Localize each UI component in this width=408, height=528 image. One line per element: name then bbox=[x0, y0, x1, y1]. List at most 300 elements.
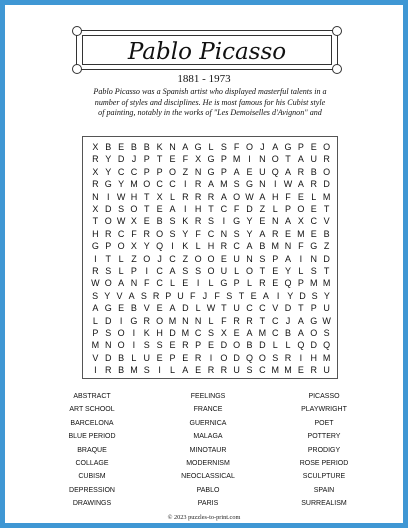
grid-letter: F bbox=[195, 228, 201, 239]
grid-letter: H bbox=[207, 241, 215, 252]
grid-letter: N bbox=[182, 315, 189, 326]
grid-letter: E bbox=[156, 352, 163, 363]
grid-letter: P bbox=[220, 166, 227, 177]
grid-letter: O bbox=[246, 142, 254, 152]
grid-letter: L bbox=[285, 340, 291, 351]
grid-letter: Y bbox=[246, 228, 253, 239]
grid-letter: O bbox=[323, 142, 331, 152]
grid-letter: T bbox=[105, 253, 111, 264]
grid-letter: C bbox=[246, 303, 253, 314]
grid-letter: C bbox=[156, 179, 163, 190]
grid-row bbox=[89, 364, 333, 377]
grid-letter: O bbox=[207, 266, 215, 276]
grid-letter: L bbox=[169, 278, 175, 289]
grid-row bbox=[89, 215, 333, 228]
grid-letter: X bbox=[297, 216, 304, 227]
grid-letter: R bbox=[284, 352, 292, 363]
grid-row bbox=[89, 253, 333, 266]
grid-letter: S bbox=[311, 290, 318, 301]
grid-letter: S bbox=[272, 352, 279, 363]
grid-letter: I bbox=[171, 241, 174, 252]
grid-letter: B bbox=[310, 166, 317, 177]
grid-letter: F bbox=[233, 204, 240, 214]
grid-letter: M bbox=[322, 191, 331, 202]
grid-letter: E bbox=[272, 266, 279, 276]
grid-letter: R bbox=[182, 191, 189, 202]
grid-letter: B bbox=[323, 228, 330, 239]
grid-letter: O bbox=[156, 228, 164, 239]
grid-letter: B bbox=[143, 142, 150, 152]
grid-letter: N bbox=[194, 166, 202, 177]
grid-letter: S bbox=[259, 253, 266, 264]
word-list-item: PABLO bbox=[196, 486, 220, 494]
grid-letter: T bbox=[298, 303, 304, 314]
grid-letter: C bbox=[130, 166, 138, 177]
grid-letter: M bbox=[220, 179, 228, 190]
grid-letter: S bbox=[207, 216, 214, 227]
grid-letter: G bbox=[104, 303, 112, 314]
grid-letter: S bbox=[105, 328, 112, 338]
grid-letter: A bbox=[220, 191, 227, 202]
grid-letter: S bbox=[169, 228, 176, 239]
grid-letter: L bbox=[195, 241, 201, 252]
grid-letter: L bbox=[272, 204, 278, 214]
grid-letter: C bbox=[194, 328, 202, 338]
grid-letter: M bbox=[130, 179, 138, 190]
grid-letter: U bbox=[323, 303, 330, 314]
grid-letter: R bbox=[220, 241, 228, 252]
grid-letter: N bbox=[194, 315, 202, 326]
grid-letter: I bbox=[276, 290, 280, 301]
grid-letter: C bbox=[220, 204, 228, 214]
grid-letter: O bbox=[220, 352, 228, 363]
grid-letter: V bbox=[143, 303, 150, 314]
word-list-item: BRAQUE bbox=[77, 446, 107, 454]
grid-letter: R bbox=[92, 266, 99, 276]
grid-letter: E bbox=[143, 216, 150, 227]
grid-letter: G bbox=[207, 154, 215, 165]
grid-letter: P bbox=[310, 303, 317, 314]
word-list-item: ROSE PERIOD bbox=[299, 459, 349, 467]
grid-letter: L bbox=[298, 266, 304, 276]
grid-letter: T bbox=[144, 191, 150, 202]
grid-letter: I bbox=[106, 191, 110, 202]
grid-letter: G bbox=[130, 315, 138, 326]
grid-letter: D bbox=[323, 179, 330, 190]
grid-letter: E bbox=[207, 340, 214, 351]
grid-letter: A bbox=[272, 142, 279, 152]
grid-letter: I bbox=[132, 328, 136, 338]
grid-letter: G bbox=[220, 278, 228, 289]
grid-letter: Q bbox=[156, 241, 164, 252]
grid-letter: O bbox=[143, 253, 151, 264]
page-title: Pablo Picasso bbox=[127, 39, 287, 65]
grid-letter: D bbox=[310, 340, 317, 351]
grid-letter: O bbox=[246, 266, 254, 276]
word-list-item: GUERNICA bbox=[189, 419, 227, 427]
grid-letter: L bbox=[118, 253, 124, 264]
grid-letter: Z bbox=[259, 204, 266, 214]
grid-letter: E bbox=[246, 166, 253, 177]
grid-letter: I bbox=[145, 266, 149, 276]
grid-letter: D bbox=[182, 303, 189, 314]
grid-letter: D bbox=[105, 352, 112, 363]
grid-letter: E bbox=[310, 142, 317, 152]
grid-letter: R bbox=[297, 166, 305, 177]
grid-letter: O bbox=[104, 216, 112, 227]
grid-letter: L bbox=[169, 191, 175, 202]
grid-letter: B bbox=[130, 303, 137, 314]
grid-letter: L bbox=[311, 191, 317, 202]
grid-letter: H bbox=[156, 328, 163, 338]
grid-letter: P bbox=[143, 154, 150, 165]
grid-letter: S bbox=[156, 340, 163, 351]
grid-letter: A bbox=[259, 228, 266, 239]
grid-letter: N bbox=[105, 340, 112, 351]
grid-letter: I bbox=[119, 315, 123, 326]
grid-letter: P bbox=[285, 204, 292, 214]
grid-letter: L bbox=[272, 340, 278, 351]
grid-letter: C bbox=[259, 365, 266, 376]
grid-letter: S bbox=[92, 290, 99, 301]
grid-letter: A bbox=[297, 315, 304, 326]
word-list-item: PARIS bbox=[197, 500, 219, 508]
grid-letter: K bbox=[182, 241, 189, 252]
grid-letter: X bbox=[92, 204, 99, 214]
grid-letter: A bbox=[128, 290, 135, 301]
grid-letter: U bbox=[310, 154, 317, 165]
grid-letter: M bbox=[232, 154, 241, 165]
grid-letter: V bbox=[272, 303, 279, 314]
grid-letter: E bbox=[156, 303, 163, 314]
grid-letter: O bbox=[323, 166, 331, 177]
grid-letter: X bbox=[220, 328, 227, 338]
word-list-item: NEOCLASSICAL bbox=[181, 473, 235, 481]
grid-letter: Q bbox=[284, 278, 292, 289]
grid-letter: I bbox=[94, 365, 97, 376]
word-list-item: DEPRESSION bbox=[69, 486, 115, 494]
grid-letter: B bbox=[130, 142, 137, 152]
grid-letter: V bbox=[323, 216, 330, 227]
grid-letter: Z bbox=[323, 241, 330, 252]
grid-letter: S bbox=[118, 204, 125, 214]
grid-letter: T bbox=[238, 290, 245, 301]
grid-letter: T bbox=[92, 216, 99, 227]
grid-letter: N bbox=[92, 191, 99, 202]
grid-letter: P bbox=[130, 266, 137, 276]
grid-letter: E bbox=[297, 191, 304, 202]
grid-letter: O bbox=[297, 204, 305, 214]
word-column bbox=[33, 390, 151, 511]
grid-letter: Q bbox=[246, 352, 254, 363]
grid-letter: O bbox=[117, 328, 125, 338]
grid-letter: P bbox=[272, 253, 279, 264]
grid-letter: A bbox=[285, 253, 292, 264]
grid-letter: D bbox=[105, 204, 112, 214]
grid-letter: R bbox=[143, 315, 151, 326]
banner-curl bbox=[332, 26, 342, 36]
copyright-footer: © 2023 puzzles-to-print.com bbox=[167, 514, 241, 521]
grid-letter: E bbox=[233, 328, 240, 338]
grid-letter: S bbox=[182, 266, 189, 276]
grid-letter: H bbox=[310, 352, 317, 363]
grid-letter: F bbox=[182, 154, 189, 165]
grid-letter: G bbox=[91, 241, 99, 252]
grid-letter: Y bbox=[246, 216, 253, 227]
grid-row bbox=[89, 228, 333, 241]
grid-letter: A bbox=[259, 191, 266, 202]
grid-row bbox=[89, 339, 333, 352]
grid-letter: B bbox=[118, 352, 125, 363]
word-list-item: MINOTAUR bbox=[189, 446, 227, 454]
grid-letter: M bbox=[271, 365, 279, 376]
grid-letter: P bbox=[143, 166, 150, 177]
grid-row bbox=[89, 203, 333, 216]
grid-letter: K bbox=[143, 328, 150, 338]
word-list-item: SPAIN bbox=[313, 486, 335, 494]
grid-letter: L bbox=[92, 315, 98, 326]
grid-letter: U bbox=[233, 365, 240, 376]
grid-letter: T bbox=[323, 266, 330, 276]
grid-letter: Y bbox=[118, 179, 125, 190]
grid-letter: H bbox=[92, 228, 99, 239]
grid-letter: A bbox=[207, 179, 214, 190]
grid-letter: W bbox=[116, 191, 126, 202]
grid-letter: Z bbox=[131, 253, 137, 264]
grid-letter: R bbox=[323, 154, 330, 165]
grid-letter: R bbox=[105, 365, 112, 376]
grid-letter: S bbox=[169, 216, 176, 227]
grid-letter: A bbox=[262, 290, 269, 301]
grid-letter: N bbox=[310, 253, 317, 264]
grid-letter: Y bbox=[182, 228, 189, 239]
grid-letter: Y bbox=[104, 290, 111, 301]
grid-letter: X bbox=[92, 142, 99, 152]
grid-letter: A bbox=[246, 241, 253, 252]
grid-letter: N bbox=[220, 228, 228, 239]
grid-letter: C bbox=[169, 179, 176, 190]
grid-letter: U bbox=[143, 352, 151, 363]
grid-letter: B bbox=[285, 328, 292, 338]
grid-letter: C bbox=[271, 315, 279, 326]
grid-letter: I bbox=[94, 253, 97, 264]
grid-letter: P bbox=[169, 352, 176, 363]
grid-letter: R bbox=[310, 179, 317, 190]
grid-letter: R bbox=[182, 340, 189, 351]
grid-row bbox=[89, 240, 333, 253]
grid-letter: C bbox=[207, 228, 215, 239]
grid-letter: H bbox=[271, 191, 279, 202]
grid-letter: A bbox=[169, 303, 176, 314]
grid-letter: E bbox=[195, 365, 202, 376]
intro-line: number of styles and disciplines. He is most famous for his Cubist style bbox=[94, 97, 326, 107]
grid-letter: R bbox=[194, 191, 202, 202]
grid-letter: C bbox=[117, 166, 125, 177]
grid-letter: F bbox=[214, 290, 220, 301]
grid-letter: S bbox=[310, 266, 317, 276]
grid-letter: G bbox=[284, 142, 292, 152]
word-column bbox=[149, 390, 267, 511]
grid-letter: S bbox=[207, 328, 214, 338]
grid-letter: N bbox=[169, 142, 176, 152]
grid-letter: S bbox=[195, 266, 202, 276]
grid-letter: S bbox=[140, 290, 147, 301]
grid-letter: C bbox=[310, 216, 317, 227]
grid-letter: R bbox=[207, 191, 215, 202]
grid-row bbox=[89, 178, 333, 191]
grid-letter: W bbox=[206, 303, 216, 314]
grid-letter: A bbox=[233, 166, 240, 177]
worksheet bbox=[5, 5, 403, 523]
grid-letter: I bbox=[299, 253, 303, 264]
grid-letter: L bbox=[118, 266, 124, 276]
grid-letter: W bbox=[322, 315, 331, 326]
grid-letter: I bbox=[222, 216, 226, 227]
grid-letter: S bbox=[105, 266, 112, 276]
grid-row bbox=[89, 290, 333, 303]
grid-letter: V bbox=[92, 352, 99, 363]
grid-letter: O bbox=[207, 253, 215, 264]
grid-letter: S bbox=[220, 142, 227, 152]
grid-letter: B bbox=[156, 216, 163, 227]
grid-letter: I bbox=[184, 179, 187, 190]
grid-letter: Z bbox=[182, 253, 189, 264]
word-list-item: CUBISM bbox=[78, 473, 106, 481]
grid-letter: F bbox=[298, 241, 304, 252]
grid-letter: V bbox=[116, 290, 123, 301]
grid-letter: J bbox=[285, 315, 291, 326]
grid-letter: T bbox=[259, 266, 266, 276]
grid-letter: I bbox=[184, 204, 187, 214]
grid-letter: O bbox=[233, 191, 241, 202]
word-list-item: POET bbox=[314, 419, 334, 427]
grid-letter: X bbox=[156, 191, 163, 202]
grid-letter: P bbox=[92, 328, 99, 338]
word-list-item: MODERNISM bbox=[186, 459, 230, 467]
grid-letter: E bbox=[156, 204, 163, 214]
grid-letter: Q bbox=[297, 340, 305, 351]
word-list-item: PRODIGY bbox=[307, 446, 341, 454]
grid-letter: R bbox=[271, 228, 279, 239]
word-list-item: COLLAGE bbox=[75, 459, 109, 467]
grid-letter: A bbox=[169, 266, 176, 276]
grid-letter: T bbox=[259, 315, 266, 326]
grid-letter: B bbox=[105, 142, 112, 152]
grid-row bbox=[89, 141, 333, 154]
grid-letter: C bbox=[259, 303, 266, 314]
grid-letter: U bbox=[233, 253, 240, 264]
grid-letter: E bbox=[310, 204, 317, 214]
grid-letter: F bbox=[189, 290, 196, 301]
grid-letter: N bbox=[259, 154, 266, 165]
grid-letter: J bbox=[157, 253, 162, 264]
grid-letter: T bbox=[144, 204, 150, 214]
grid-letter: E bbox=[182, 278, 189, 289]
grid-letter: T bbox=[156, 154, 163, 165]
grid-letter: B bbox=[118, 365, 125, 376]
grid-letter: A bbox=[182, 142, 189, 152]
grid-letter: U bbox=[323, 365, 330, 376]
grid-letter: C bbox=[117, 228, 125, 239]
grid-letter: E bbox=[250, 290, 257, 301]
grid-letter: E bbox=[259, 216, 266, 227]
grid-letter: R bbox=[143, 228, 151, 239]
word-list-item: PICASSO bbox=[308, 393, 340, 400]
grid-letter: L bbox=[208, 315, 214, 326]
grid-letter: R bbox=[105, 228, 112, 239]
grid-letter: O bbox=[130, 204, 138, 214]
grid-letter: A bbox=[285, 216, 292, 227]
grid-letter: S bbox=[233, 179, 240, 190]
grid-letter: C bbox=[156, 278, 163, 289]
grid-letter: D bbox=[117, 154, 125, 165]
grid-letter: R bbox=[233, 315, 240, 326]
grid-letter: S bbox=[143, 365, 150, 376]
grid-letter: H bbox=[194, 204, 202, 214]
grid-letter: F bbox=[131, 228, 137, 239]
grid-letter: A bbox=[246, 328, 253, 338]
grid-letter: I bbox=[132, 340, 136, 351]
grid-row bbox=[89, 302, 333, 315]
grid-letter: R bbox=[194, 352, 202, 363]
grid-letter: O bbox=[117, 241, 125, 252]
grid-letter: P bbox=[156, 166, 163, 177]
word-list-item: PLAYWRIGHT bbox=[301, 406, 347, 414]
grid-letter: R bbox=[259, 278, 266, 289]
grid-letter: L bbox=[195, 303, 201, 314]
grid-letter: L bbox=[131, 352, 137, 363]
intro-line: of painting, notably in the works of "Les Demoiselles d'Avignon" and bbox=[98, 108, 322, 117]
grid-letter: M bbox=[181, 328, 190, 338]
grid-letter: E bbox=[297, 365, 304, 376]
grid-letter: I bbox=[248, 154, 251, 165]
grid-letter: M bbox=[322, 278, 331, 289]
word-list-item: ART SCHOOL bbox=[69, 406, 115, 414]
grid-letter: M bbox=[322, 352, 331, 363]
grid-letter: Y bbox=[105, 166, 112, 177]
grid-letter: W bbox=[116, 216, 126, 227]
grid-letter: C bbox=[233, 241, 240, 252]
grid-letter: M bbox=[91, 340, 100, 351]
grid-letter: S bbox=[143, 340, 150, 351]
grid-letter: U bbox=[220, 266, 228, 276]
grid-row bbox=[89, 327, 333, 340]
grid-letter: F bbox=[144, 278, 150, 289]
grid-letter: R bbox=[92, 179, 99, 190]
grid-row bbox=[89, 315, 333, 328]
grid-letter: T bbox=[221, 303, 227, 314]
grid-letter: D bbox=[259, 340, 266, 351]
grid-letter: U bbox=[233, 303, 240, 314]
grid-letter: K bbox=[182, 216, 189, 227]
grid-letter: M bbox=[309, 278, 318, 289]
grid-letter: E bbox=[182, 352, 189, 363]
grid-letter: G bbox=[233, 216, 241, 227]
word-list-item: SURREALISM bbox=[301, 500, 347, 508]
grid-letter: P bbox=[233, 278, 240, 289]
grid-letter: L bbox=[208, 278, 214, 289]
grid-letter: I bbox=[196, 278, 200, 289]
grid-letter: E bbox=[272, 278, 279, 289]
life-years: 1881 - 1973 bbox=[177, 73, 231, 85]
grid-letter: R bbox=[152, 290, 160, 301]
grid-letter: A bbox=[297, 328, 304, 338]
grid-letter: D bbox=[233, 352, 240, 363]
title-banner bbox=[76, 30, 338, 70]
grid-letter: R bbox=[310, 365, 317, 376]
grid-letter: R bbox=[220, 365, 228, 376]
grid-letter: P bbox=[220, 154, 227, 165]
